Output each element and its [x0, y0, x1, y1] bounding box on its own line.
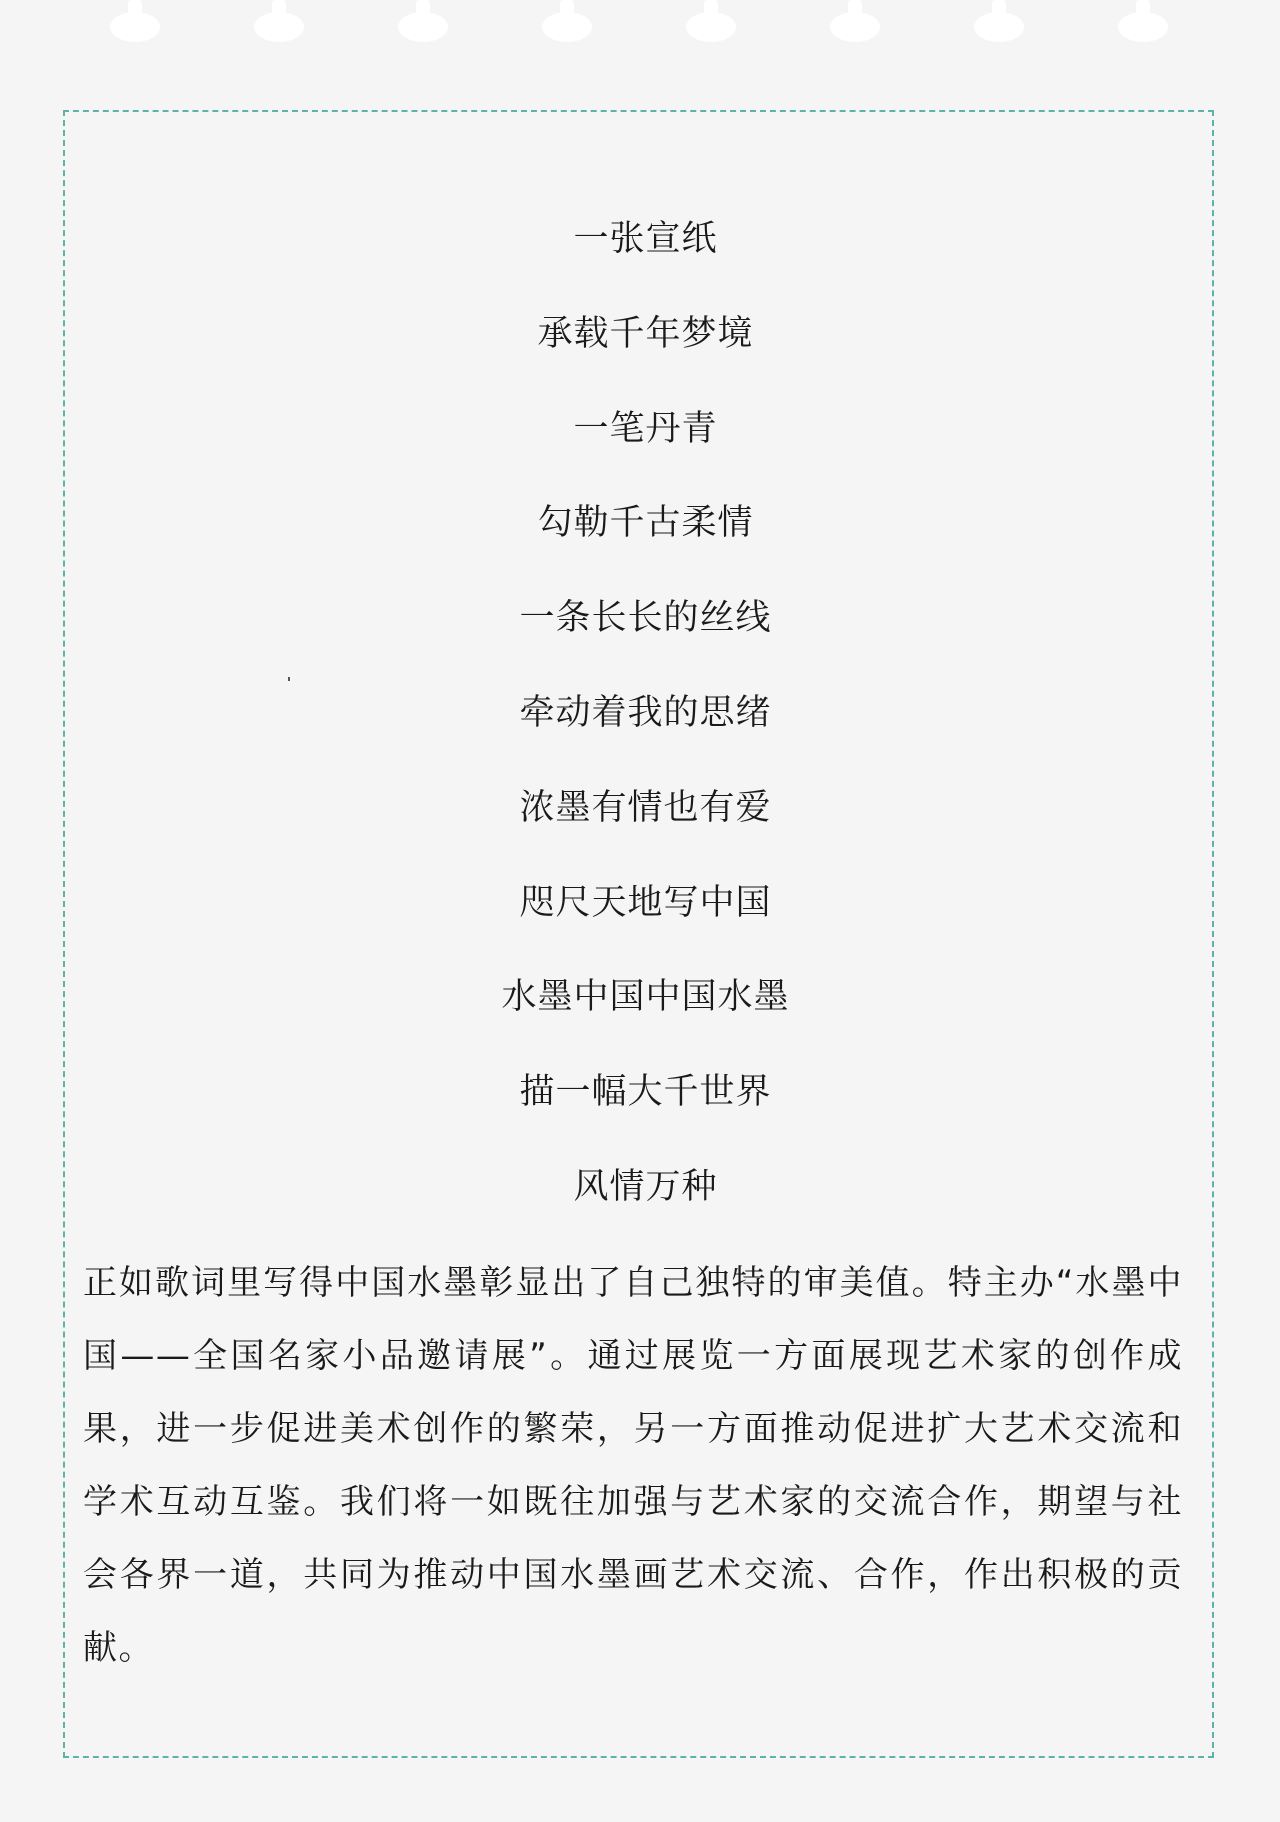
poem-line: 咫尺天地写中国 [519, 882, 772, 923]
poem-line: 牵动着我的思绪 [519, 692, 772, 733]
binder-hole [110, 12, 160, 42]
ink-speck [288, 677, 290, 681]
binder-hole [974, 12, 1024, 42]
poem-line: 一笔丹青 [573, 408, 718, 449]
exhibition-description: 正如歌词里写得中国水墨彰显出了自己独特的审美值。特主办“水墨中国——全国名家小品邀请展”。通过展览一方面展现艺术家的创作成果，进一步促进美术创作的繁荣，另一方面推动促进扩大艺术交流和学术互动互鉴。我们将一如既往加强与艺术家的交流合作，期望与社会各界一道，共同为推动中国水墨画艺术交流、合作，作出积极的贡献。 [83, 1263, 1183, 1668]
binder-hole [686, 12, 736, 42]
binder-hole [830, 12, 880, 42]
poem-line: 浓墨有情也有爱 [519, 787, 772, 828]
poem-line: 风情万种 [573, 1166, 718, 1207]
poem-line: 承载千年梦境 [537, 313, 754, 354]
poem-line: 一条长长的丝线 [519, 598, 772, 639]
poem-line: 描一幅大千世界 [519, 1072, 772, 1113]
poem [65, 192, 1216, 1235]
poem-line: 勾勒千古柔情 [537, 503, 754, 544]
binder-hole [542, 12, 592, 42]
binder-hole [1118, 12, 1168, 42]
poem-line: 一张宣纸 [573, 219, 718, 259]
poem-line: 水墨中国中国水墨 [501, 977, 790, 1018]
binder-hole [254, 12, 304, 42]
notebook-card [63, 110, 1214, 1758]
binder-hole [398, 12, 448, 42]
binder-holes [0, 0, 1280, 60]
